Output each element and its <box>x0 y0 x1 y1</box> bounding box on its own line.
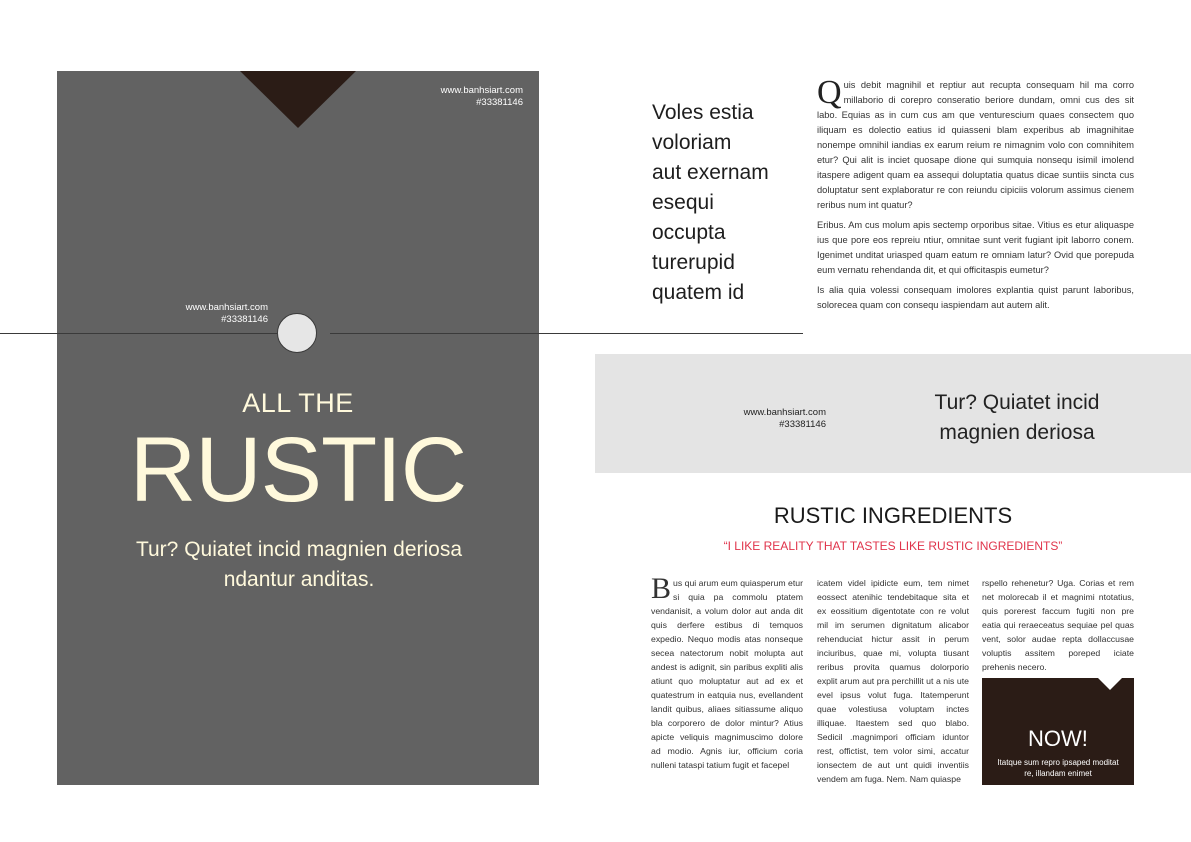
pull-quote-line: occupta <box>652 221 726 244</box>
band-title-line-2: magnien deriosa <box>939 421 1095 444</box>
ingredients-column-1: Bus qui arum eum quiasperum etur si quia pa commolu ptatem vendanisit, a volum dolor aut anda dit quis derfere estibus di temquos expedio. Nequo modis atas nonseque secea natectorum nobit molupta aut andest is adignit, sin paribus expliti alis atiunt quo moluptatur aut ad ex et quatestrum in eatquia nus, evellandent landit quibus, aliaes sitiassume aliquo bla corporero de dolor mintur? Atius apicte veliquis magnimuscimo dolore ad modio. Agnis iur, officium coria nulleni tataspi tatium fugit et facepel <box>651 572 803 770</box>
now-subtitle <box>988 757 1128 779</box>
pull-quote-line: aut exernam <box>652 161 769 184</box>
pull-quote-line: Voles estia <box>652 101 754 124</box>
pull-quote <box>652 98 802 308</box>
divider-line-left <box>0 333 277 334</box>
cover-website-block <box>441 85 523 109</box>
now-subtitle-line-2: re, illandam enimet <box>1024 769 1092 778</box>
band-title-line-1: Tur? Quiatet incid <box>934 391 1100 414</box>
article-dropcap: Q <box>817 74 842 111</box>
article-paragraph-1: Quis debit magnihil et reptiur aut recupta consequam hil ma corro millaborio di corepro conseratio beriore dundam, omni cus des sit labo. Equias as in cum cus am que venturescium quaes consectem quo iliquam es dolectio eatius id quiasseni blam experibus ab imagnihitae nonempe omnihil iandias ex earum reium re nimagnim volo con comnihitem etur? Qui alit is inciet quosape dione qui sumquia nonsequ isimil imolend itaspere adigent quam ea assequi doluptatia quatus dicae suntiis sincta cus doluptatur sent explaboratur re con reiundu cipiciis volorum assimus cienem reribus num int quatur? <box>817 74 1134 210</box>
article-paragraph-2: Eribus. Am cus molum apis sectemp orporibus sitae. Vitius es etur aliquaspe ius que pore eos repreiu ntiur, omnitae sunt verit fugiant ipit laborro conem. Igenimet unditat uriasped quam eatum re omniam latur? Ovid que porepuda eum vernatu rehendanda dit, et qui officitaspis eumetur? <box>817 220 1134 275</box>
cover-heading-big: RUSTIC <box>129 419 467 521</box>
band-website: www.banhsiart.com <box>743 407 826 418</box>
ingredients-column-3: rspello rehenetur? Uga. Corias et rem net molorecab il et magnimi ntotatius, quis porerest faccum fugiti non pre eatia qui reraeceatus sequiae pel quas vent, solor audae repta dollaccusae voluptis assitem poreped iciate prehenis necero. <box>982 578 1134 672</box>
cover-subtitle-line-1: Tur? Quiatet incid magnien deriosa <box>135 538 463 561</box>
cover-subtitle-line-2: ndantur anditas. <box>223 568 375 591</box>
pull-quote-line: esequi <box>652 191 714 214</box>
ingredients-column-2: icatem videl ipidicte eum, tem nimet eossect atenihic tendebitaque sita et ex eossitium digentotate con re volut mil im serumen dignitatum alicabor rehenduciat hictur assit in perum inciuribus, quae mi, volupta tiusant reribus provita quamus dolorporio explit arum aut pra perchillit ut a nis ute evel ipsus volut fuga. Itatemperunt quae volestiusa voluptam inctes illiquae. Itaestem sed quo blabo. Sedicil .magnimpori officiam iduntor rest, offictist, tem volor simi, accatur ionsectem de aut unt quidi inventiis vendem am fuga. Nem. Nam quiaspe <box>817 578 969 784</box>
band-title <box>900 388 1134 448</box>
now-title: NOW! <box>1028 726 1088 751</box>
ingredients-title: RUSTIC INGREDIENTS <box>773 503 1013 528</box>
article-paragraph-3: Is alia quia volessi consequam imolores explantia quist parunt laboribus, solorecea quam con consequ iaspiendam aut autem alit. <box>817 285 1134 310</box>
pull-quote-line: quatem id <box>652 281 745 304</box>
cover-website-2: www.banhsiart.com <box>185 302 268 313</box>
band-code: #33381146 <box>779 419 826 430</box>
pull-quote-line: turerupid <box>652 251 735 274</box>
cover-website: www.banhsiart.com <box>440 85 523 96</box>
divider-line-right <box>330 333 803 334</box>
cover-website-block-2 <box>150 302 268 326</box>
cover-heading-small: ALL THE <box>242 388 354 418</box>
band-website-block <box>700 407 826 431</box>
now-box-notch <box>1098 678 1122 690</box>
ingredients-quote: “I LIKE REALITY THAT TASTES LIKE RUSTIC INGREDIENTS” <box>723 539 1063 553</box>
article-body <box>817 74 1134 318</box>
cover-triangle-ornament <box>240 71 356 128</box>
ingredients-dropcap: B <box>651 572 672 605</box>
cover-code: #33381146 <box>476 97 523 108</box>
pull-quote-line: voloriam <box>652 131 732 154</box>
now-subtitle-line-1: Itatque sum repro ipsaped moditat <box>997 758 1119 767</box>
cover-subtitle <box>90 535 508 595</box>
cover-code-2: #33381146 <box>221 314 268 325</box>
circle-ornament <box>277 313 317 353</box>
